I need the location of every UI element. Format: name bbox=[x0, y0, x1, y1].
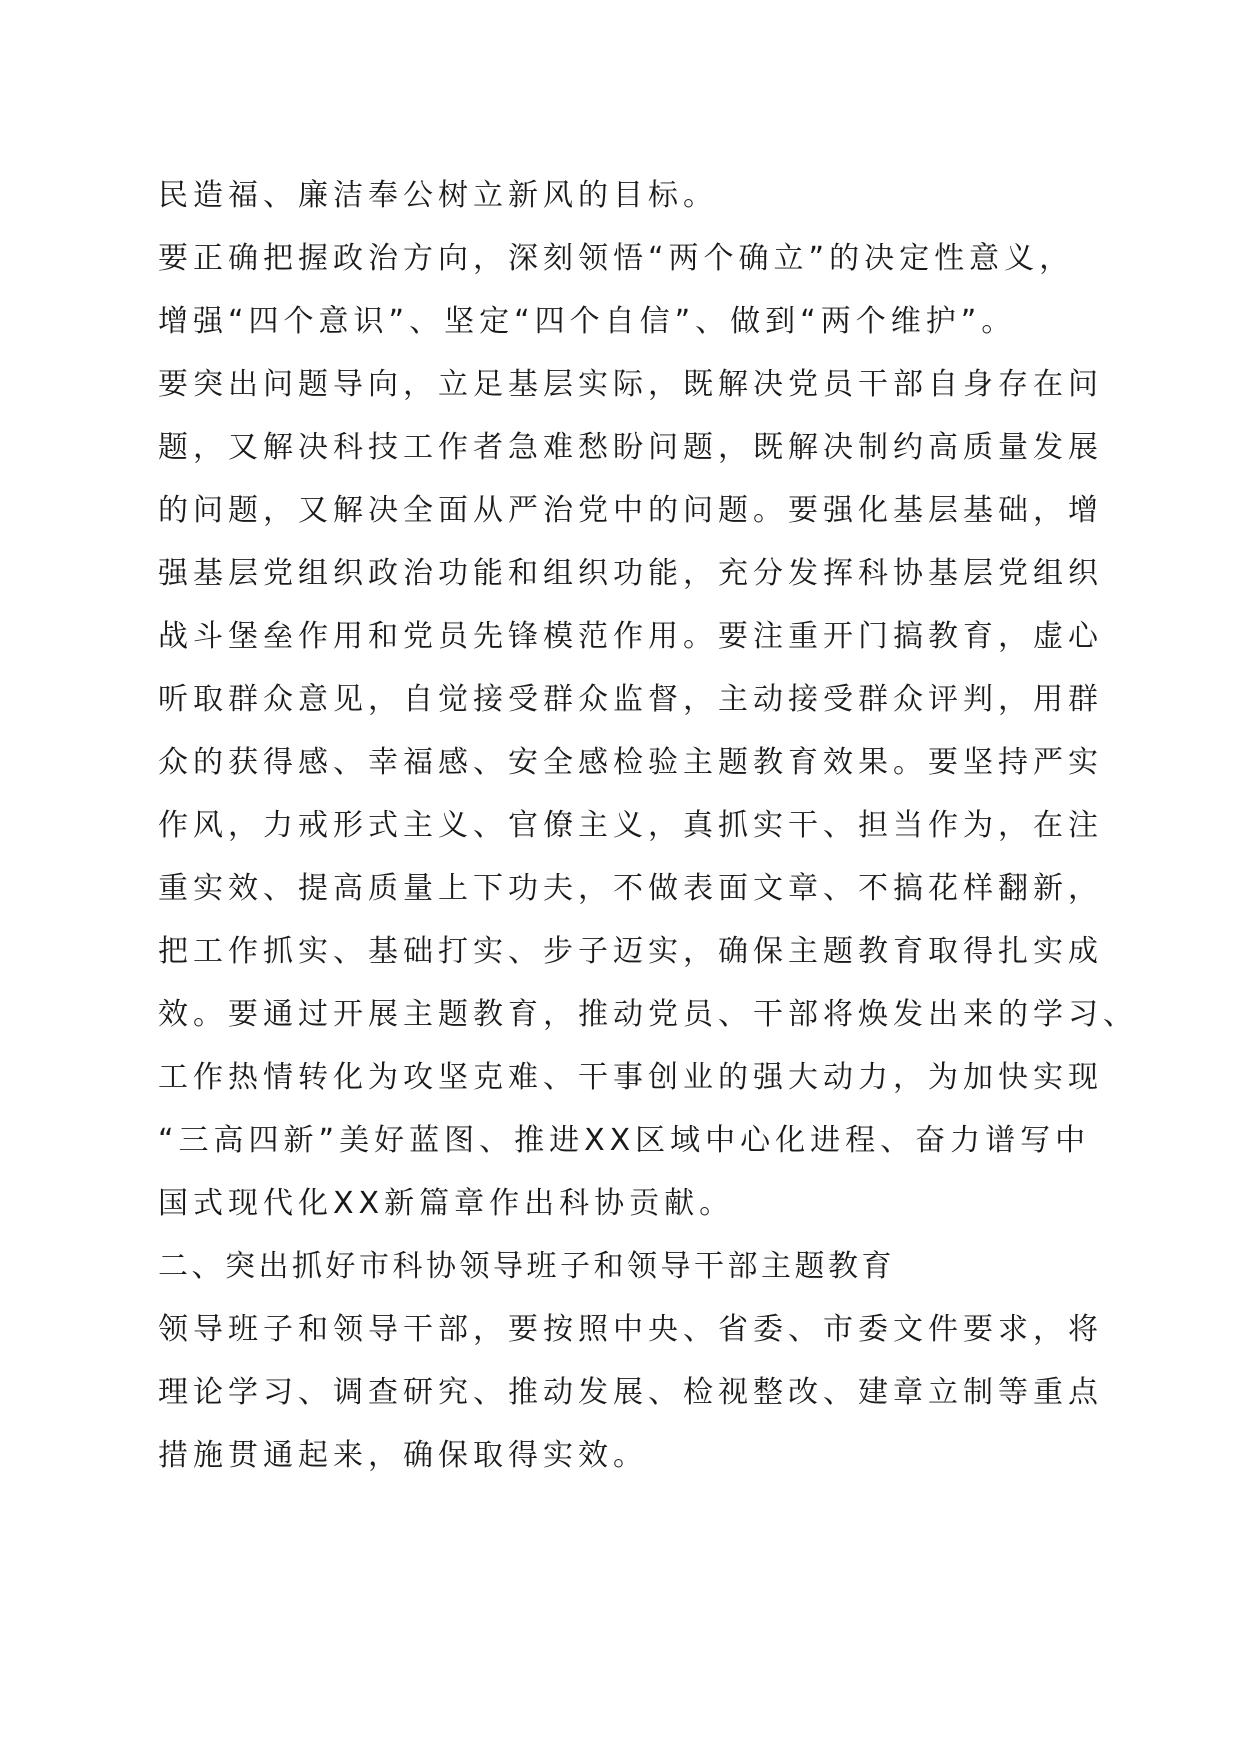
text-line: 领导班子和领导干部，要按照中央、省委、市委文件要求，将 bbox=[158, 1312, 1103, 1347]
text-line: 把工作抓实、基础打实、步子迈实，确保主题教育取得扎实成 bbox=[158, 934, 1103, 969]
text-line: 的问题，又解决全面从严治党中的问题。要强化基层基础，增 bbox=[158, 493, 1103, 528]
text-line: 题，又解决科技工作者急难愁盼问题，既解决制约高质量发展 bbox=[158, 430, 1103, 465]
text-line: 措施贯通起来，确保取得实效。 bbox=[158, 1438, 648, 1473]
text-line: “三高四新”美好蓝图、推进XX区域中心化进程、奋力谱写中 bbox=[158, 1123, 1091, 1158]
text-line: 重实效、提高质量上下功夫，不做表面文章、不搞花样翻新， bbox=[158, 871, 1103, 906]
document-body bbox=[158, 164, 1138, 1487]
text-line: 听取群众意见，自觉接受群众监督，主动接受群众评判，用群 bbox=[158, 682, 1103, 717]
text-line: 众的获得感、幸福感、安全感检验主题教育效果。要坚持严实 bbox=[158, 745, 1103, 780]
section-heading: 二、突出抓好市科协领导班子和领导干部主题教育 bbox=[158, 1249, 895, 1284]
text-line: 作风，力戒形式主义、官僚主义，真抓实干、担当作为，在注 bbox=[158, 808, 1103, 843]
text-line: 效。要通过开展主题教育，推动党员、干部将焕发出来的学习、 bbox=[158, 997, 1138, 1032]
text-line: 民造福、廉洁奉公树立新风的目标。 bbox=[158, 178, 718, 213]
text-line: 工作热情转化为攻坚克难、干事创业的强大动力，为加快实现 bbox=[158, 1060, 1103, 1095]
text-line: 强基层党组织政治功能和组织功能，充分发挥科协基层党组织 bbox=[158, 556, 1103, 591]
text-line: 增强“四个意识”、坚定“四个自信”、做到“两个维护”。 bbox=[158, 304, 1017, 339]
text-line: 要突出问题导向，立足基层实际，既解决党员干部自身存在问 bbox=[158, 367, 1103, 402]
text-line: 国式现代化XX新篇章作出科协贡献。 bbox=[158, 1186, 735, 1221]
text-line: 战斗堡垒作用和党员先锋模范作用。要注重开门搞教育，虚心 bbox=[158, 619, 1103, 654]
text-line: 要正确把握政治方向，深刻领悟“两个确立”的决定性意义， bbox=[158, 241, 1075, 276]
text-line: 理论学习、调查研究、推动发展、检视整改、建章立制等重点 bbox=[158, 1375, 1103, 1410]
